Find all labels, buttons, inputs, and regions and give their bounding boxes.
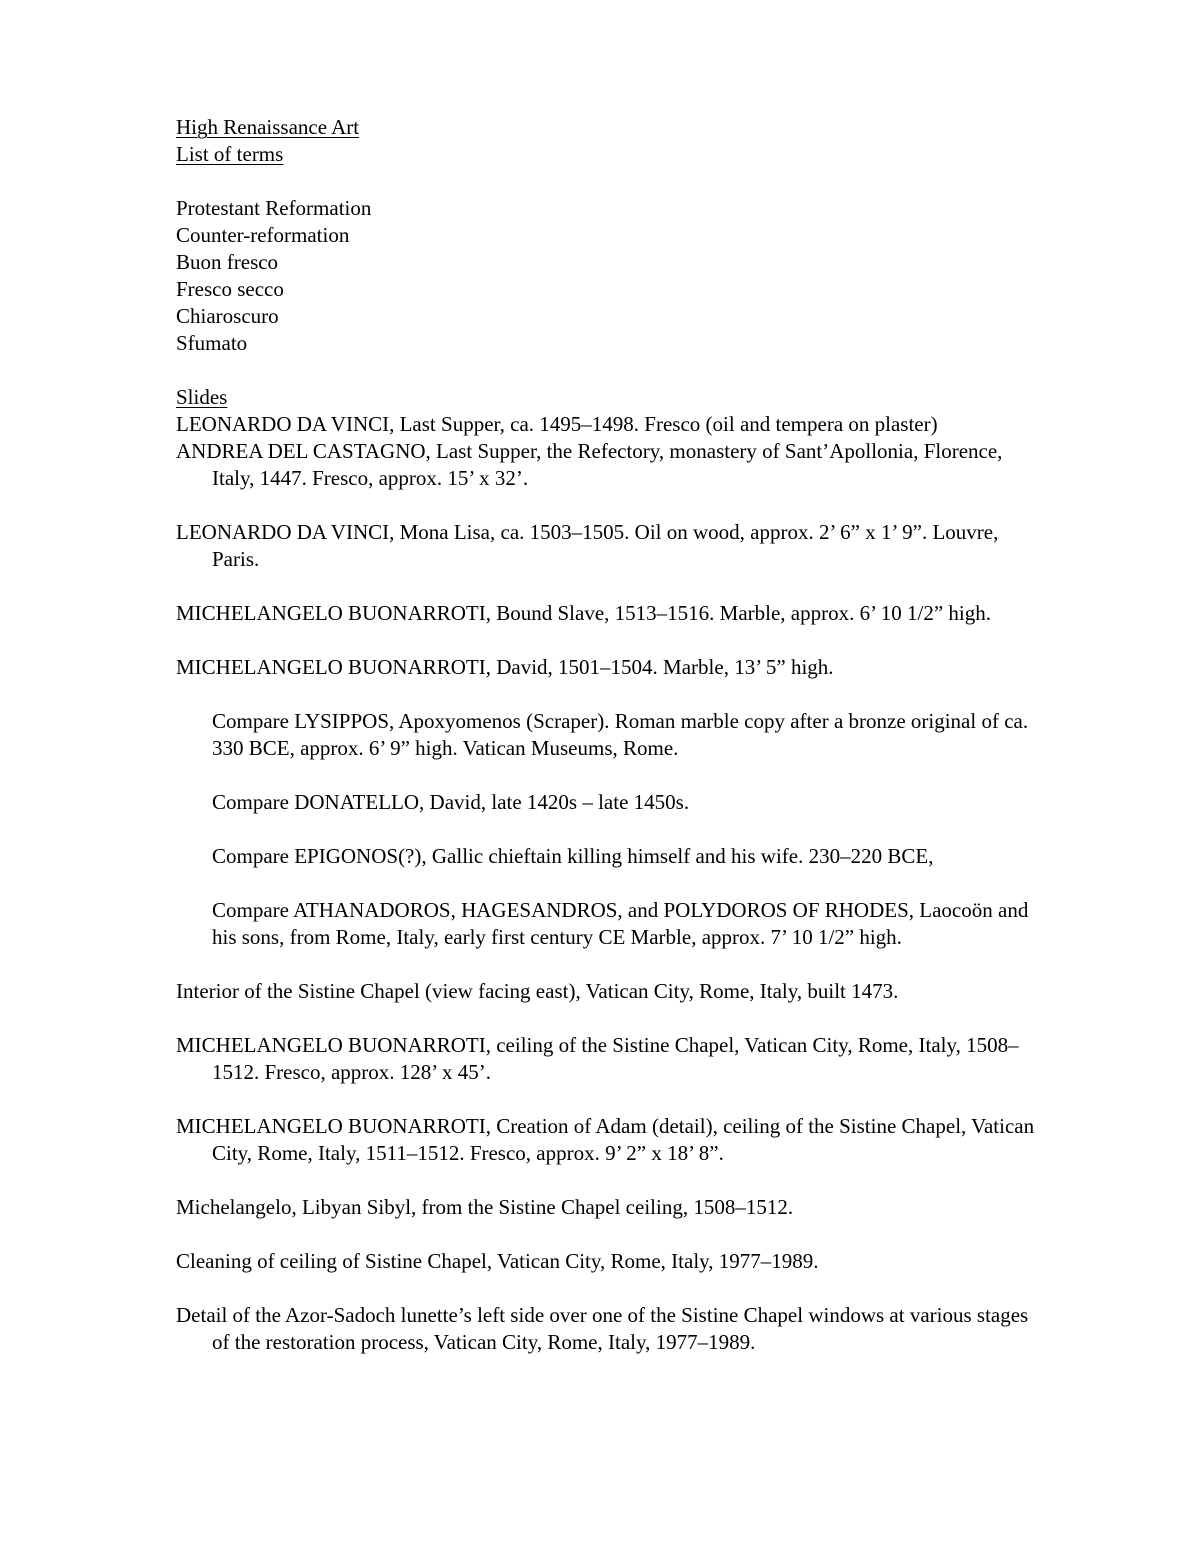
slides-heading: Slides	[176, 385, 228, 409]
slide-entry: ANDREA DEL CASTAGNO, Last Supper, the Refectory, monastery of Sant’Apollonia, Florence, Italy, 1447. Fresco, approx. 15’ x 32’.	[176, 439, 1003, 490]
spacer	[176, 1086, 1046, 1113]
slide-entry: MICHELANGELO BUONARROTI, ceiling of the Sistine Chapel, Vatican City, Rome, Italy, 1508–1512. Fresco, approx. 128’ x 45’.	[176, 1033, 1019, 1084]
spacer	[176, 1005, 1046, 1032]
spacer	[176, 492, 1046, 519]
term-item: Buon fresco	[176, 250, 279, 274]
slide-entry: Interior of the Sistine Chapel (view facing east), Vatican City, Rome, Italy, built 1473.	[176, 979, 899, 1003]
slide-entry: LEONARDO DA VINCI, Mona Lisa, ca. 1503–1505. Oil on wood, approx. 2’ 6” x 1’ 9”. Louvre, Paris.	[176, 520, 999, 571]
document-subtitle: List of terms	[176, 142, 284, 166]
slide-entry: MICHELANGELO BUONARROTI, Creation of Adam (detail), ceiling of the Sistine Chapel, Vatican City, Rome, Italy, 1511–1512. Fresco, approx. 9’ 2” x 18’ 8”.	[176, 1114, 1035, 1165]
spacer	[176, 681, 1046, 708]
document-page	[176, 114, 1046, 1356]
spacer	[176, 627, 1046, 654]
spacer	[176, 1221, 1046, 1248]
spacer	[176, 1275, 1046, 1302]
slide-entry: MICHELANGELO BUONARROTI, Bound Slave, 1513–1516. Marble, approx. 6’ 10 1/2” high.	[176, 601, 992, 625]
term-item: Sfumato	[176, 331, 248, 355]
term-item: Chiaroscuro	[176, 304, 279, 328]
document-title: High Renaissance Art	[176, 115, 360, 139]
term-item: Counter-reformation	[176, 223, 350, 247]
slide-entry: LEONARDO DA VINCI, Last Supper, ca. 1495–1498. Fresco (oil and tempera on plaster)	[176, 412, 938, 436]
spacer	[176, 816, 1046, 843]
spacer	[176, 573, 1046, 600]
spacer	[176, 1167, 1046, 1194]
term-item: Fresco secco	[176, 277, 284, 301]
terms-list	[176, 195, 1046, 357]
slide-entry: Detail of the Azor-Sadoch lunette’s left side over one of the Sistine Chapel windows at various stages of the restoration process, Vatican City, Rome, Italy, 1977–1989.	[176, 1303, 1029, 1354]
compare-entry: Compare LYSIPPOS, Apoxyomenos (Scraper). Roman marble copy after a bronze original of ca. 330 BCE, approx. 6’ 9” high. Vatican Museums, Rome.	[212, 709, 1029, 760]
spacer	[176, 870, 1046, 897]
spacer	[176, 762, 1046, 789]
term-item: Protestant Reformation	[176, 196, 372, 220]
slide-entry: Michelangelo, Libyan Sibyl, from the Sistine Chapel ceiling, 1508–1512.	[176, 1195, 794, 1219]
spacer	[176, 357, 1046, 384]
compare-entry: Compare ATHANADOROS, HAGESANDROS, and POLYDOROS OF RHODES, Laocoön and his sons, from Rome, Italy, early first century CE Marble, approx. 7’ 10 1/2” high.	[212, 898, 1029, 949]
spacer	[176, 168, 1046, 195]
slide-entry: Cleaning of ceiling of Sistine Chapel, Vatican City, Rome, Italy, 1977–1989.	[176, 1249, 819, 1273]
compare-entry: Compare DONATELLO, David, late 1420s – late 1450s.	[212, 790, 690, 814]
slide-entry: MICHELANGELO BUONARROTI, David, 1501–1504. Marble, 13’ 5” high.	[176, 655, 834, 679]
compare-entry: Compare EPIGONOS(?), Gallic chieftain killing himself and his wife. 230–220 BCE,	[212, 844, 934, 868]
slides-list	[176, 411, 1046, 1356]
spacer	[176, 951, 1046, 978]
